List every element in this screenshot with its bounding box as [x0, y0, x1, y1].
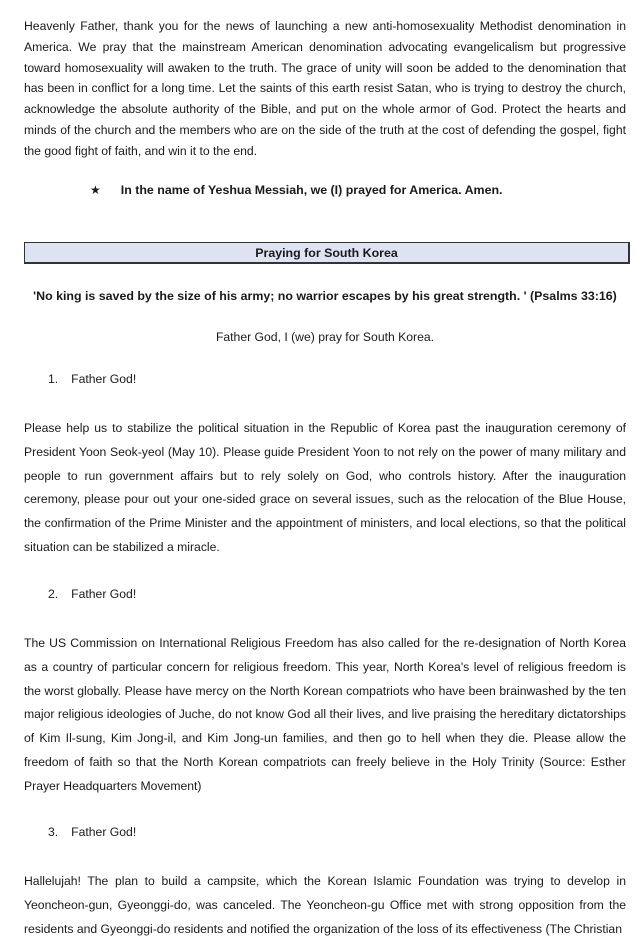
item-heading-1: [48, 372, 136, 386]
item-number: 3.: [48, 825, 59, 839]
item-heading-text: Father God!: [71, 372, 137, 386]
intro-line: Father God, I (we) pray for South Korea.: [215, 330, 435, 344]
item-number: 2.: [48, 587, 59, 601]
item-heading-text: Father God!: [71, 825, 137, 839]
scripture-verse: 'No king is saved by the size of his army; no warrior escapes by his great strength. ' (Psalms 33:16): [33, 289, 617, 303]
item-heading-text: Father God!: [71, 587, 137, 601]
star-bullet-icon: ★: [90, 183, 101, 197]
section-title-bar: [24, 242, 630, 264]
item-body-1: Please help us to stabilize the political situation in the Republic of Korea past the inauguration ceremony of President Yoon Seok-yeol (May 10). Please guide President Yoon to not rely on the power of many military and people to run government affairs but to rely solely on God, who controls history. After the inauguration ceremony, please pour out your one-sided grace on several issues, such as the relocation of the Blue House, the confirmation of the Prime Minister and the appointment of ministers, and local elections, so that the political situation can be stabilized a miracle.: [24, 421, 626, 554]
item-number: 1.: [48, 372, 59, 386]
item-body-3: Hallelujah! The plan to build a campsite, which the Korean Islamic Foundation was trying to develop in Yeoncheon-gun, Gyeonggi-do, was canceled. The Yeoncheon-gu Office met with strong opposition from the residents and Gyeonggi-do residents and notified the organization of the loss of its effectiveness (The Christian: [24, 874, 626, 936]
paragraph-america: Heavenly Father, thank you for the news of launching a new anti-homosexuality Methodist denomination in America. We pray that the mainstream American denomination advocating evangelicalism but progressive toward homosexuality will awaken to the truth. The grace of unity will soon be added to the denomination that has been in conflict for a long time. Let the saints of this earth resist Satan, who is trying to destroy the church, acknowledge the absolute authority of the Bible, and put on the whole armor of God. Protect the hearts and minds of the church and the members who are on the side of the truth at the cost of defending the gospel, fight the good fight of faith, and win it to the end.: [24, 19, 626, 158]
item-heading-2: [48, 587, 136, 601]
closing-text: In the name of Yeshua Messiah, we (I) prayed for America. Amen.: [120, 183, 503, 197]
item-body-2: The US Commission on International Religious Freedom has also called for the re-designation of North Korea as a country of particular concern for religious freedom. This year, North Korea's level of religious freedom is the worst globally. Please have mercy on the North Korean compatriots who have been brainwashed by the ten major religious ideologies of Juche, do not know God all their lives, and live praising the hereditary dictatorships of Kim Il-sung, Kim Jong-il, and Kim Jong-un families, and then go to hell when they die. Please allow the freedom of faith so that the North Korean compatriots can freely believe in the Holy Trinity (Source: Esther Prayer Headquarters Movement): [24, 636, 626, 793]
section-title: Praying for South Korea: [255, 245, 398, 260]
item-heading-3: [48, 825, 136, 839]
closing-line: [90, 183, 502, 197]
